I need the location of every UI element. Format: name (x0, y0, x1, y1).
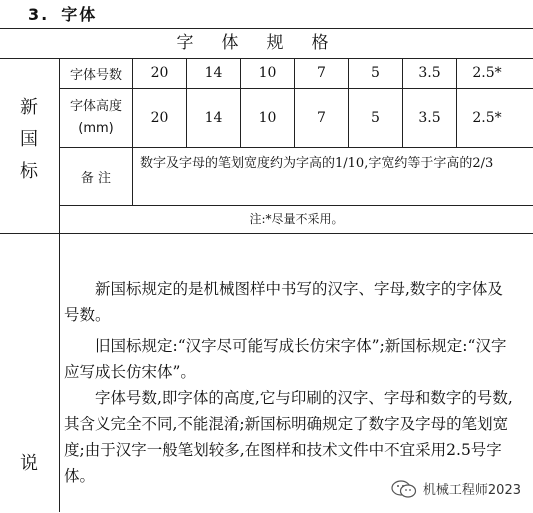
table-cell: 2.5* (472, 65, 502, 81)
row-label-font-height: 字体高度 (mm) (69, 99, 122, 136)
section-divider (0, 233, 533, 234)
table-cell: 14 (204, 65, 223, 81)
row-label-font-number: 字体号数 (69, 67, 122, 83)
table-cell: 5 (371, 110, 380, 126)
wechat-icon (391, 480, 417, 498)
table-cell: 3.5 (418, 110, 441, 126)
table-cell: 10 (258, 65, 277, 81)
table-cell: 14 (204, 110, 223, 126)
paragraph: 旧国标规定:“汉字尽可能写成长仿宋字体”;新国标规定:“汉字应写成长仿宋体”。 (64, 337, 507, 381)
section-number: 3. (28, 5, 50, 24)
section-title: 字体 (61, 5, 98, 24)
side-label-explanation: 说 (20, 453, 38, 474)
table-footnote: 注:*尽量不采用。 (249, 212, 344, 226)
watermark-text: 机械工程师2023 (422, 483, 521, 498)
note-divider (132, 147, 133, 205)
watermark (391, 479, 521, 498)
side-label-new-standard: 新 国 标 (20, 97, 38, 182)
table-cell: 7 (317, 65, 326, 81)
table-cell: 2.5* (472, 110, 502, 126)
table-cell: 10 (258, 110, 277, 126)
table-cell: 20 (150, 65, 169, 81)
note-text: 数字及字母的笔划宽度约为字高的1/10,字宽约等于字高的2/3 (140, 156, 494, 171)
paragraph: 字体号数,即字体的高度,它与印刷的汉字、字母和数字的号数,其含义完全不同,不能混淆;新国标明确规定了数字及字母的笔划宽度;由于汉字一般笔划较多,在图样和技术文件中不宜采用2.5号字体。 (64, 389, 513, 485)
table-cell: 7 (317, 110, 326, 126)
table-cell: 3.5 (418, 65, 441, 81)
section-heading (28, 2, 97, 25)
table-cell: 5 (371, 65, 380, 81)
row-label-note: 备 注 (80, 171, 112, 186)
table-title: 字体规格 (0, 28, 533, 59)
table-cell: 20 (150, 110, 169, 126)
paragraph: 新国标规定的是机械图样中书写的汉字、字母,数字的字体及号数。 (64, 280, 503, 324)
